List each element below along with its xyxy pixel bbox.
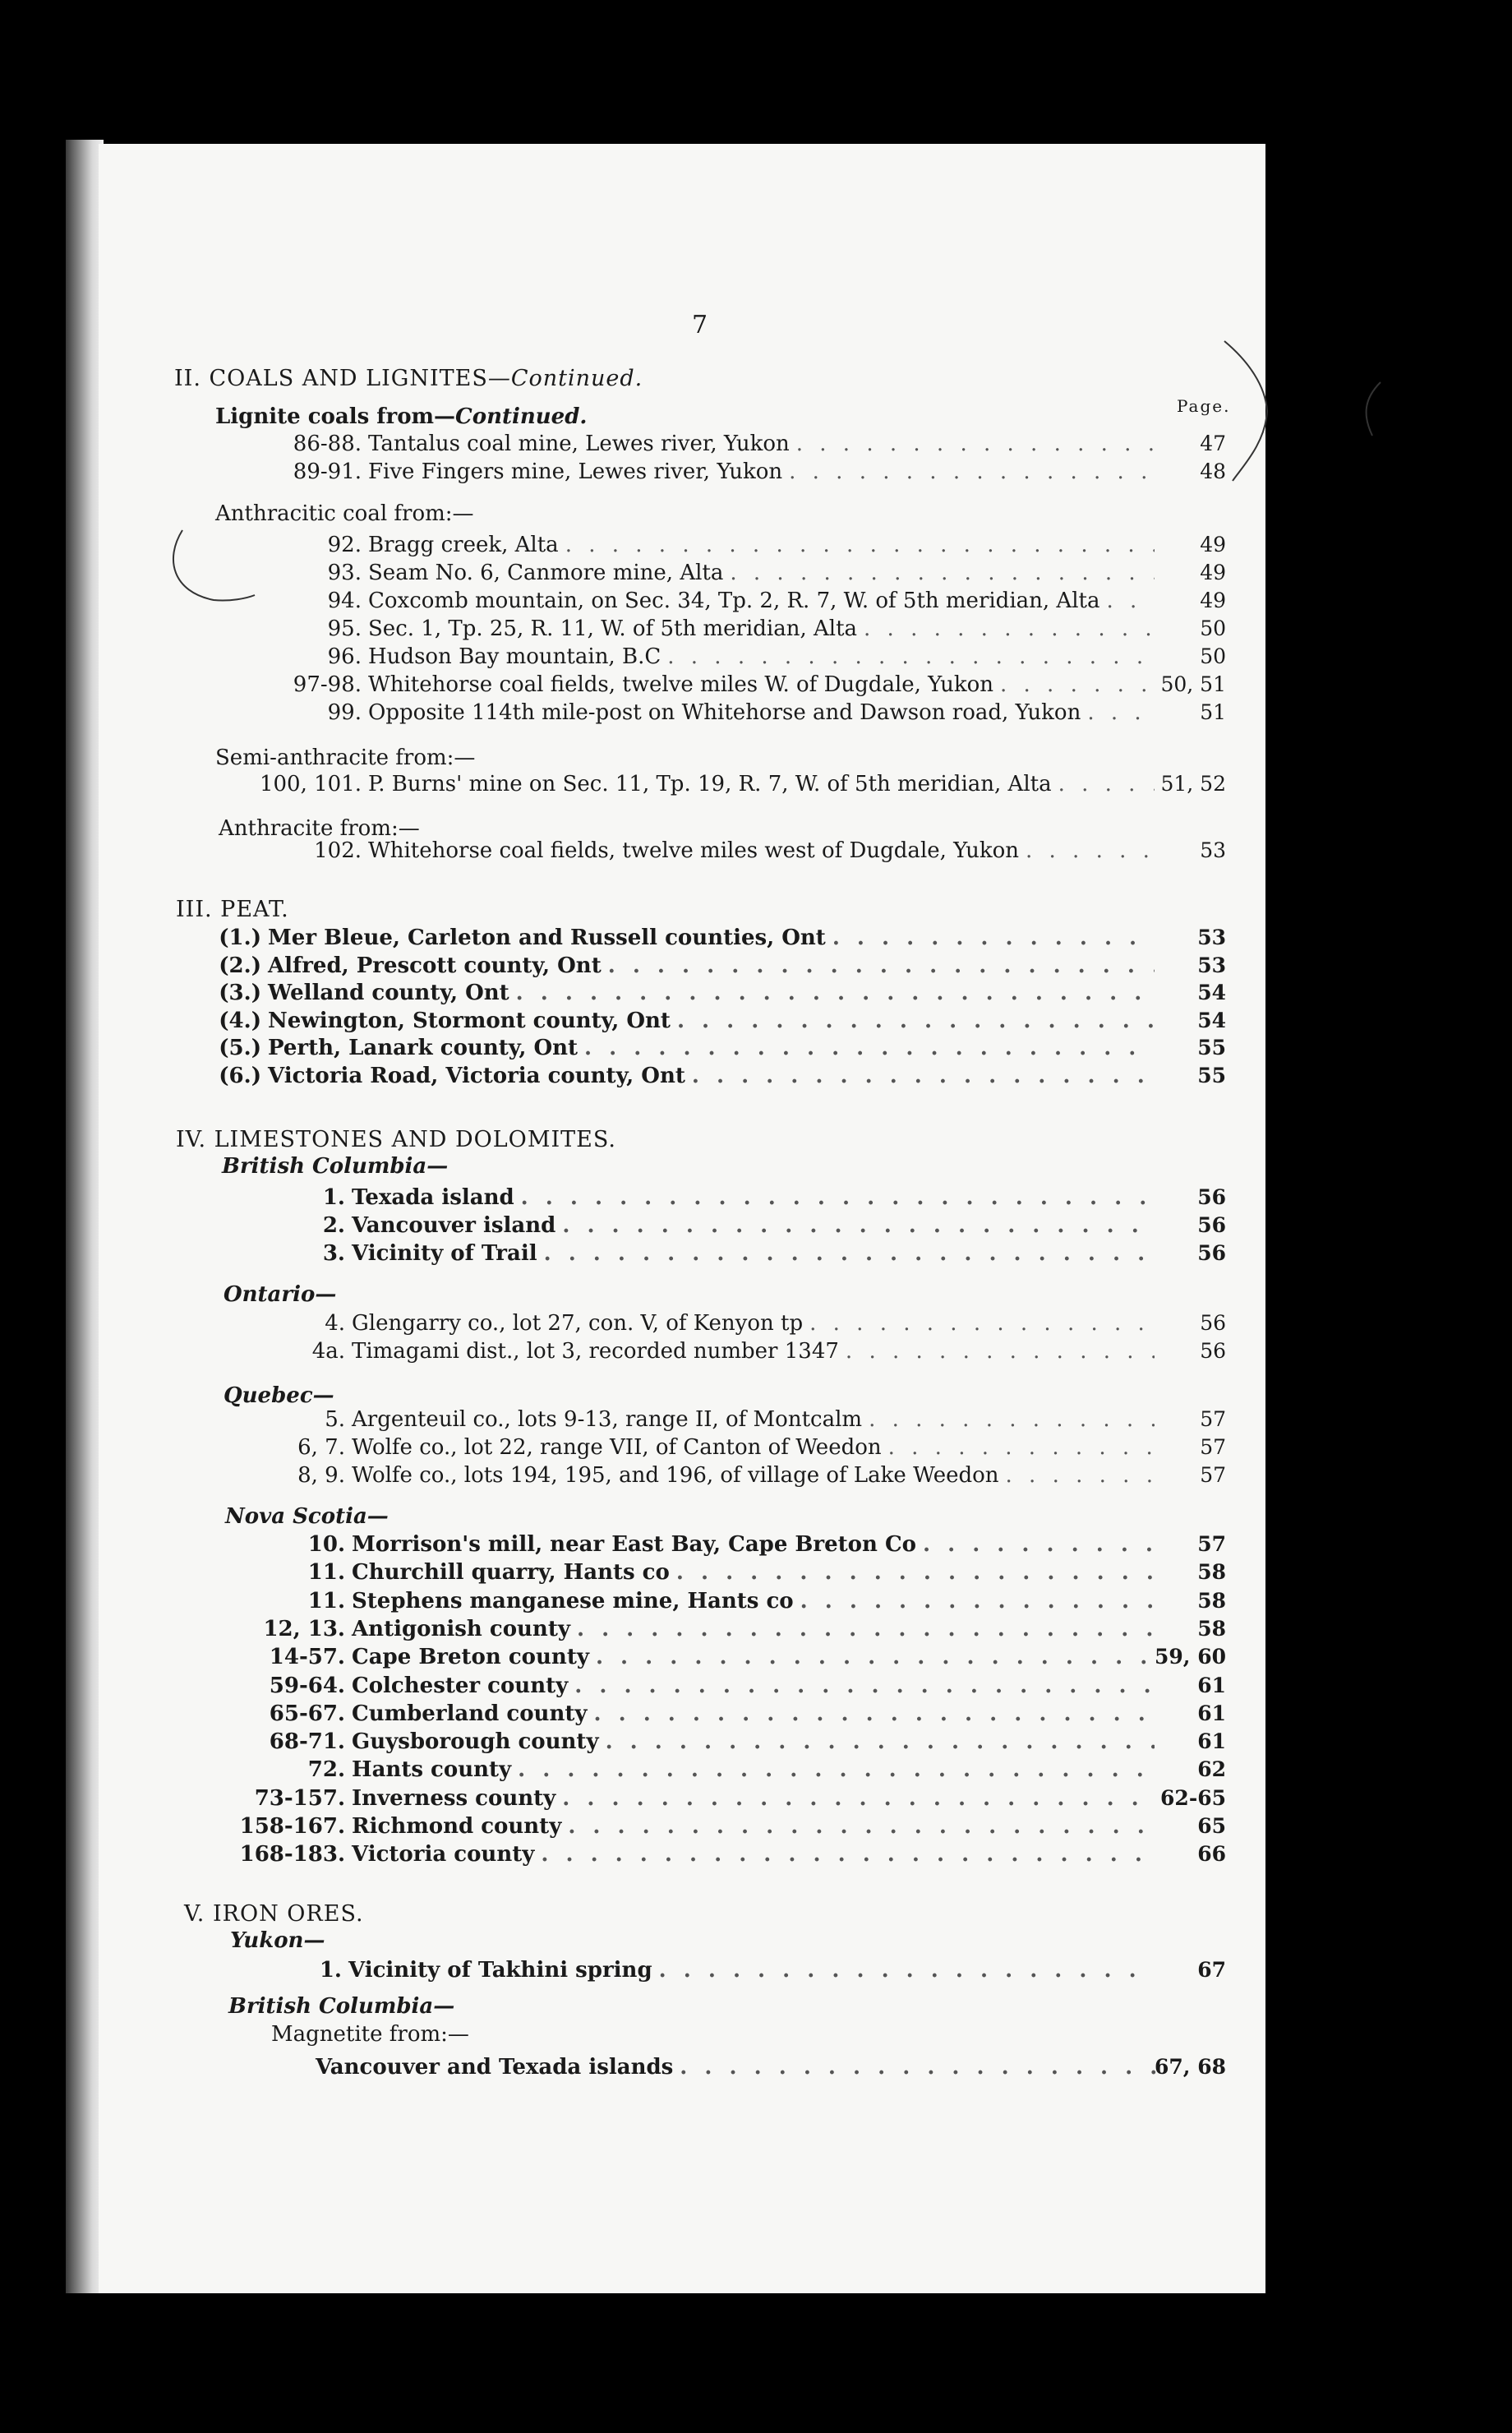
subheading-ontario: Ontario—: [224, 1282, 337, 1307]
dot-leader: [544, 1241, 1155, 1266]
entry-number: 4.: [325, 1311, 345, 1336]
entry-title: Vicinity of Trail: [352, 1241, 537, 1266]
toc-entry: [368, 533, 1155, 557]
toc-entry: [352, 1185, 1155, 1210]
dot-leader: [677, 1009, 1155, 1033]
entry-page-number: 58: [1197, 1560, 1226, 1584]
toc-entry: [368, 432, 1155, 456]
dot-leader: [606, 1729, 1155, 1754]
dot-leader: [676, 1560, 1155, 1585]
dot-leader: [565, 533, 1155, 557]
entry-title: Vancouver and Texada islands: [316, 2055, 674, 2080]
entry-title: Colchester county: [352, 1674, 569, 1698]
dot-leader: [730, 561, 1155, 585]
entry-number: 4a.: [311, 1339, 345, 1364]
entry-title: Argenteuil co., lots 9-13, range II, of Montcalm: [352, 1407, 863, 1432]
entry-page-number: 56: [1197, 1213, 1226, 1237]
toc-entry: [352, 1532, 1155, 1557]
dot-leader: [541, 1842, 1155, 1867]
entry-number: (6.): [219, 1064, 261, 1088]
entry-number: 95.: [327, 616, 362, 641]
entry-page-number: 57: [1200, 1463, 1226, 1487]
entry-page-number: 56: [1197, 1241, 1226, 1265]
entry-page-number: 55: [1197, 1036, 1226, 1060]
entry-title: Coxcomb mountain, on Sec. 34, Tp. 2, R. 7, W. of 5th meridian, Alta: [368, 589, 1100, 613]
toc-entry: [368, 644, 1155, 669]
entry-page-number: 61: [1197, 1701, 1226, 1725]
dot-leader: [521, 1185, 1155, 1210]
toc-entry: [352, 1213, 1155, 1238]
entry-page-number: 54: [1197, 1009, 1226, 1032]
entry-title: Texada island: [352, 1185, 514, 1210]
entry-number: 59-64.: [269, 1674, 345, 1698]
subheading-nova-scotia: Nova Scotia—: [225, 1504, 389, 1529]
entry-title: Five Fingers mine, Lewes river, Yukon: [368, 459, 783, 484]
entry-number: 92.: [327, 533, 362, 557]
entry-title: Glengarry co., lot 27, con. V, of Kenyon tp: [352, 1311, 804, 1336]
entry-page-number: 56: [1197, 1185, 1226, 1209]
entry-title: Whitehorse coal fields, twelve miles W. of Dugdale, Yukon: [368, 672, 993, 697]
entry-number: 8, 9.: [297, 1463, 345, 1488]
entry-title: Victoria county: [352, 1842, 535, 1867]
entry-number: (1.): [219, 926, 261, 950]
entry-page-number: 49: [1200, 533, 1226, 556]
dot-leader: [584, 1036, 1155, 1060]
dot-leader: [659, 1958, 1155, 1983]
dot-leader: [574, 1674, 1155, 1698]
dot-leader: [667, 644, 1155, 669]
entry-page-number: 61: [1197, 1674, 1226, 1697]
entry-number: 72.: [307, 1757, 345, 1782]
subheading-magnetite: Magnetite from:—: [271, 2022, 469, 2047]
entry-title: Wolfe co., lots 194, 195, and 196, of village of Lake Weedon: [352, 1463, 999, 1488]
toc-entry: [352, 1674, 1155, 1698]
entry-number: 158-167.: [239, 1814, 345, 1839]
toc-entry: [348, 1958, 1155, 1983]
dot-leader: [593, 1701, 1155, 1726]
entry-title: Alfred, Prescott county, Ont: [268, 953, 602, 978]
dot-leader: [864, 616, 1155, 641]
subheading-anthracitic: Anthracitic coal from:—: [215, 501, 474, 526]
dot-leader: [596, 1645, 1155, 1669]
entry-page-number: 50: [1200, 616, 1226, 640]
entry-page-number: 57: [1197, 1532, 1226, 1556]
entry-number: 94.: [327, 589, 362, 613]
toc-entry: [268, 1036, 1155, 1060]
entry-number: 11.: [307, 1589, 345, 1614]
dot-leader: [608, 953, 1155, 978]
toc-entry: [352, 1757, 1155, 1782]
toc-entry: [352, 1617, 1155, 1641]
toc-entry: [352, 1645, 1155, 1669]
toc-entry: [352, 1814, 1155, 1839]
dot-leader: [516, 981, 1155, 1005]
entry-number: 99.: [327, 700, 362, 725]
toc-entry: [368, 672, 1155, 697]
entry-number: (3.): [219, 981, 261, 1005]
entry-title: Vancouver island: [352, 1213, 556, 1238]
toc-entry: [368, 838, 1155, 863]
entry-title: Hudson Bay mountain, B.C: [368, 644, 662, 669]
entry-page-number: 57: [1200, 1435, 1226, 1459]
entry-number: 14-57.: [269, 1645, 345, 1669]
entry-page-number: 53: [1197, 953, 1226, 977]
subheading-semi-anthracite: Semi-anthracite from:—: [215, 746, 476, 770]
entry-title: Cape Breton county: [352, 1645, 589, 1669]
entry-number: 93.: [327, 561, 362, 585]
entry-page-number: 51: [1200, 700, 1226, 724]
toc-entry: [268, 953, 1155, 978]
entry-page-number: 51, 52: [1160, 772, 1226, 796]
toc-entry: [368, 616, 1155, 641]
entry-title: Churchill quarry, Hants co: [352, 1560, 670, 1585]
entry-page-number: 56: [1200, 1311, 1226, 1335]
entry-page-number: 56: [1200, 1339, 1226, 1363]
entry-page-number: 57: [1200, 1407, 1226, 1431]
toc-entry: [316, 2055, 1160, 2080]
dot-leader: [796, 432, 1155, 456]
entry-number: 3.: [322, 1241, 345, 1266]
entry-number: 5.: [325, 1407, 345, 1432]
section-heading-limestones: IV. LIMESTONES AND DOLOMITES.: [176, 1127, 616, 1152]
entry-title: Stephens manganese mine, Hants co: [352, 1589, 794, 1614]
entry-title: Wolfe co., lot 22, range VII, of Canton of Weedon: [352, 1435, 882, 1460]
section-heading-coals: II. COALS AND LIGNITES—Continued.: [174, 366, 643, 391]
pencil-brace-mark: [1216, 337, 1290, 485]
dot-leader: [846, 1339, 1155, 1364]
toc-entry: [352, 1463, 1155, 1488]
entry-title: Welland county, Ont: [268, 981, 509, 1005]
entry-title: Morrison's mill, near East Bay, Cape Breton Co: [352, 1532, 916, 1557]
subheading-british-columbia: British Columbia—: [222, 1154, 449, 1179]
dot-leader: [789, 459, 1155, 484]
entry-title: Whitehorse coal fields, twelve miles west of Dugdale, Yukon: [368, 838, 1019, 863]
entry-title: Antigonish county: [352, 1617, 570, 1641]
toc-entry: [352, 1311, 1155, 1336]
dot-leader: [680, 2055, 1160, 2080]
entry-page-number: 48: [1200, 459, 1226, 483]
toc-entry: [352, 1729, 1155, 1754]
section-heading-peat: III. PEAT.: [176, 897, 289, 922]
dot-leader: [800, 1589, 1155, 1614]
dot-leader: [923, 1532, 1155, 1557]
entry-page-number: 65: [1197, 1814, 1226, 1838]
entry-title: Cumberland county: [352, 1701, 588, 1726]
dot-leader: [568, 1814, 1155, 1839]
entry-number: (5.): [219, 1036, 261, 1060]
entry-title: Tantalus coal mine, Lewes river, Yukon: [368, 432, 790, 456]
entry-title: Richmond county: [352, 1814, 562, 1839]
entry-title: Bragg creek, Alta: [368, 533, 559, 557]
entry-number: 100, 101.: [259, 772, 362, 796]
entry-number: 168-183.: [239, 1842, 345, 1867]
dot-leader: [888, 1435, 1155, 1460]
toc-entry: [368, 589, 1155, 613]
entry-page-number: 49: [1200, 589, 1226, 612]
entry-title: Mer Bleue, Carleton and Russell counties, Ont: [268, 926, 826, 950]
pencil-mark: [1356, 378, 1389, 444]
entry-page-number: 53: [1200, 838, 1226, 862]
toc-entry: [352, 1786, 1155, 1811]
entry-page-number: 59, 60: [1155, 1645, 1226, 1669]
entry-number: 73-157.: [254, 1786, 345, 1811]
entry-title: Timagami dist., lot 3, recorded number 1347: [352, 1339, 839, 1364]
toc-entry: [368, 700, 1155, 725]
entry-page-number: 58: [1197, 1617, 1226, 1641]
entry-page-number: 62: [1197, 1757, 1226, 1781]
dot-leader: [869, 1407, 1155, 1432]
dot-leader: [577, 1617, 1155, 1641]
entry-page-number: 58: [1197, 1589, 1226, 1613]
entry-number: 11.: [307, 1560, 345, 1585]
entry-title: P. Burns' mine on Sec. 11, Tp. 19, R. 7, W. of 5th meridian, Alta: [368, 772, 1052, 796]
entry-page-number: 49: [1200, 561, 1226, 584]
subheading-lignite: Lignite coals from—Continued.: [215, 404, 588, 429]
dot-leader: [692, 1064, 1155, 1088]
entry-page-number: 66: [1197, 1842, 1226, 1866]
entry-page-number: 62-65: [1160, 1786, 1226, 1810]
entry-number: 1.: [319, 1958, 342, 1983]
toc-entry: [352, 1435, 1155, 1460]
entry-page-number: 54: [1197, 981, 1226, 1004]
toc-entry: [268, 981, 1155, 1005]
entry-title: Seam No. 6, Canmore mine, Alta: [368, 561, 724, 585]
page-column-header: Page.: [1177, 396, 1231, 416]
toc-entry: [352, 1560, 1155, 1585]
entry-number: 65-67.: [269, 1701, 345, 1726]
entry-number: 10.: [307, 1532, 345, 1557]
entry-title: Perth, Lanark county, Ont: [268, 1036, 579, 1060]
entry-title: Vicinity of Takhini spring: [348, 1958, 652, 1983]
entry-page-number: 47: [1200, 432, 1226, 455]
entry-number: 102.: [314, 838, 362, 863]
entry-page-number: 67: [1197, 1958, 1226, 1982]
entry-title: Guysborough county: [352, 1729, 599, 1754]
dot-leader: [562, 1213, 1155, 1238]
dot-leader: [832, 926, 1155, 950]
entry-number: 86-88.: [293, 432, 362, 456]
entry-number: 12, 13.: [263, 1617, 345, 1641]
entry-number: 89-91.: [293, 459, 362, 484]
entry-page-number: 50, 51: [1160, 672, 1226, 696]
entry-title: Victoria Road, Victoria county, Ont: [268, 1064, 685, 1088]
toc-entry: [268, 1064, 1155, 1088]
section-heading-iron-ores: V. IRON ORES.: [184, 1901, 364, 1927]
entry-title: Sec. 1, Tp. 25, R. 11, W. of 5th meridian, Alta: [368, 616, 858, 641]
subheading-iron-british-columbia: British Columbia—: [228, 1994, 455, 2019]
subheading-yukon: Yukon—: [230, 1928, 325, 1953]
toc-entry: [368, 772, 1155, 796]
subheading-quebec: Quebec—: [224, 1383, 334, 1408]
toc-entry: [352, 1842, 1155, 1867]
toc-entry: [368, 561, 1155, 585]
entry-number: (2.): [219, 953, 261, 978]
entry-page-number: 53: [1197, 926, 1226, 949]
toc-entry: [268, 1009, 1155, 1033]
entry-number: (4.): [219, 1009, 261, 1033]
entry-page-number: 67, 68: [1155, 2055, 1226, 2079]
toc-entry: [368, 459, 1155, 484]
toc-entry: [352, 1589, 1155, 1614]
entry-number: 96.: [327, 644, 362, 669]
entry-page-number: 50: [1200, 644, 1226, 668]
toc-entry: [352, 1407, 1155, 1432]
entry-title: Opposite 114th mile-post on Whitehorse and Dawson road, Yukon: [368, 700, 1081, 725]
entry-page-number: 55: [1197, 1064, 1226, 1087]
toc-entry: [352, 1241, 1155, 1266]
toc-entry: [268, 926, 1155, 950]
entry-title: Inverness county: [352, 1786, 556, 1811]
page-number: 7: [692, 311, 708, 339]
entry-number: 1.: [322, 1185, 345, 1210]
subheading-anthracite: Anthracite from:—: [219, 816, 420, 841]
dot-leader: [518, 1757, 1155, 1782]
entry-title: Newington, Stormont county, Ont: [268, 1009, 671, 1033]
dot-leader: [562, 1786, 1155, 1811]
dot-leader: [809, 1311, 1155, 1336]
entry-page-number: 61: [1197, 1729, 1226, 1753]
entry-number: 2.: [322, 1213, 345, 1238]
entry-number: 6, 7.: [297, 1435, 345, 1460]
entry-title: Hants county: [352, 1757, 512, 1782]
entry-number: 97-98.: [293, 672, 362, 697]
toc-entry: [352, 1339, 1155, 1364]
entry-number: 68-71.: [269, 1729, 345, 1754]
toc-entry: [352, 1701, 1155, 1726]
